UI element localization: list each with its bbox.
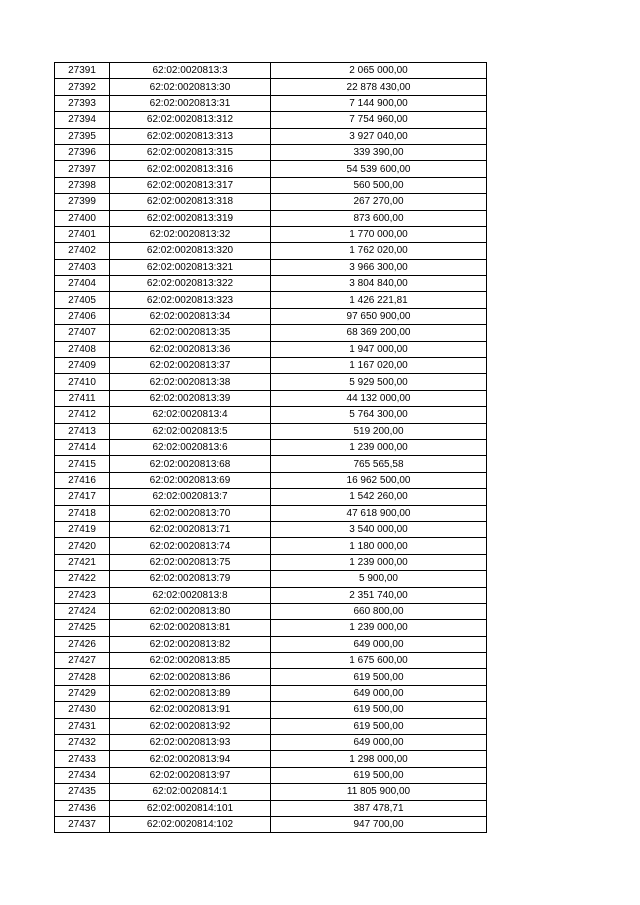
cadastral-number-cell: 62:02:0020813:319	[110, 210, 271, 226]
cadastral-number-cell: 62:02:0020813:316	[110, 161, 271, 177]
row-number-cell: 27431	[55, 718, 110, 734]
cadastral-number-cell: 62:02:0020813:74	[110, 538, 271, 554]
row-number-cell: 27403	[55, 259, 110, 275]
cadastral-number-cell: 62:02:0020813:71	[110, 521, 271, 537]
row-number-cell: 27394	[55, 112, 110, 128]
cadastral-value-cell: 7 144 900,00	[271, 95, 487, 111]
row-number-cell: 27419	[55, 521, 110, 537]
row-number-cell: 27435	[55, 784, 110, 800]
cadastral-value-cell: 619 500,00	[271, 702, 487, 718]
cadastral-number-cell: 62:02:0020813:91	[110, 702, 271, 718]
table-row	[55, 505, 487, 521]
table-row	[55, 194, 487, 210]
cadastral-number-cell: 62:02:0020813:7	[110, 489, 271, 505]
cadastral-value-cell: 1 239 000,00	[271, 439, 487, 455]
row-number-cell: 27416	[55, 472, 110, 488]
table-row	[55, 144, 487, 160]
table-row	[55, 587, 487, 603]
row-number-cell: 27430	[55, 702, 110, 718]
cadastral-value-cell: 873 600,00	[271, 210, 487, 226]
table-row	[55, 439, 487, 455]
table-row	[55, 358, 487, 374]
cadastral-number-cell: 62:02:0020813:38	[110, 374, 271, 390]
cadastral-number-cell: 62:02:0020813:93	[110, 735, 271, 751]
row-number-cell: 27426	[55, 636, 110, 652]
table-row	[55, 489, 487, 505]
table-row	[55, 325, 487, 341]
row-number-cell: 27396	[55, 144, 110, 160]
cadastral-value-cell: 649 000,00	[271, 636, 487, 652]
row-number-cell: 27398	[55, 177, 110, 193]
cadastral-value-cell: 560 500,00	[271, 177, 487, 193]
cadastral-value-cell: 1 167 020,00	[271, 358, 487, 374]
table-row	[55, 735, 487, 751]
cadastral-number-cell: 62:02:0020813:3	[110, 63, 271, 79]
cadastral-number-cell: 62:02:0020813:34	[110, 308, 271, 324]
table-row	[55, 308, 487, 324]
cadastral-number-cell: 62:02:0020813:97	[110, 767, 271, 783]
cadastral-number-cell: 62:02:0020813:8	[110, 587, 271, 603]
cadastral-number-cell: 62:02:0020813:79	[110, 571, 271, 587]
cadastral-number-cell: 62:02:0020813:36	[110, 341, 271, 357]
row-number-cell: 27402	[55, 243, 110, 259]
table-row	[55, 128, 487, 144]
row-number-cell: 27427	[55, 653, 110, 669]
table-row	[55, 521, 487, 537]
table-row	[55, 702, 487, 718]
table-row	[55, 636, 487, 652]
cadastral-number-cell: 62:02:0020813:5	[110, 423, 271, 439]
cadastral-value-cell: 68 369 200,00	[271, 325, 487, 341]
cadastral-number-cell: 62:02:0020813:39	[110, 390, 271, 406]
cadastral-value-cell: 3 540 000,00	[271, 521, 487, 537]
cadastral-value-cell: 22 878 430,00	[271, 79, 487, 95]
table-row	[55, 554, 487, 570]
cadastral-number-cell: 62:02:0020813:318	[110, 194, 271, 210]
cadastral-number-cell: 62:02:0020813:94	[110, 751, 271, 767]
cadastral-number-cell: 62:02:0020813:89	[110, 685, 271, 701]
cadastral-value-cell: 765 565,58	[271, 456, 487, 472]
row-number-cell: 27420	[55, 538, 110, 554]
cadastral-value-cell: 44 132 000,00	[271, 390, 487, 406]
cadastral-number-cell: 62:02:0020813:312	[110, 112, 271, 128]
cadastral-value-cell: 519 200,00	[271, 423, 487, 439]
cadastral-number-cell: 62:02:0020813:81	[110, 620, 271, 636]
cadastral-value-cell: 1 675 600,00	[271, 653, 487, 669]
cadastral-value-cell: 619 500,00	[271, 669, 487, 685]
cadastral-number-cell: 62:02:0020813:30	[110, 79, 271, 95]
row-number-cell: 27428	[55, 669, 110, 685]
row-number-cell: 27415	[55, 456, 110, 472]
cadastral-value-cell: 2 065 000,00	[271, 63, 487, 79]
cadastral-number-cell: 62:02:0020814:101	[110, 800, 271, 816]
cadastral-value-cell: 11 805 900,00	[271, 784, 487, 800]
cadastral-value-cell: 1 770 000,00	[271, 226, 487, 242]
cadastral-number-cell: 62:02:0020813:35	[110, 325, 271, 341]
row-number-cell: 27437	[55, 816, 110, 832]
row-number-cell: 27409	[55, 358, 110, 374]
row-number-cell: 27405	[55, 292, 110, 308]
cadastral-number-cell: 62:02:0020813:322	[110, 276, 271, 292]
table-row	[55, 816, 487, 832]
row-number-cell: 27412	[55, 407, 110, 423]
cadastral-value-cell: 1 947 000,00	[271, 341, 487, 357]
row-number-cell: 27433	[55, 751, 110, 767]
cadastral-number-cell: 62:02:0020813:320	[110, 243, 271, 259]
cadastral-number-cell: 62:02:0020813:32	[110, 226, 271, 242]
row-number-cell: 27417	[55, 489, 110, 505]
cadastral-number-cell: 62:02:0020813:317	[110, 177, 271, 193]
table-row	[55, 259, 487, 275]
cadastral-value-cell: 47 618 900,00	[271, 505, 487, 521]
row-number-cell: 27413	[55, 423, 110, 439]
cadastral-value-cell: 1 239 000,00	[271, 620, 487, 636]
cadastral-value-cell: 5 764 300,00	[271, 407, 487, 423]
row-number-cell: 27408	[55, 341, 110, 357]
cadastral-value-table	[54, 62, 487, 833]
cadastral-value-cell: 97 650 900,00	[271, 308, 487, 324]
row-number-cell: 27414	[55, 439, 110, 455]
cadastral-value-cell: 649 000,00	[271, 685, 487, 701]
table-row	[55, 751, 487, 767]
row-number-cell: 27406	[55, 308, 110, 324]
cadastral-number-cell: 62:02:0020813:82	[110, 636, 271, 652]
row-number-cell: 27425	[55, 620, 110, 636]
cadastral-value-cell: 947 700,00	[271, 816, 487, 832]
table-row	[55, 784, 487, 800]
cadastral-number-cell: 62:02:0020813:31	[110, 95, 271, 111]
table-row	[55, 767, 487, 783]
table-row	[55, 177, 487, 193]
row-number-cell: 27421	[55, 554, 110, 570]
table-row	[55, 472, 487, 488]
table-row	[55, 685, 487, 701]
row-number-cell: 27410	[55, 374, 110, 390]
table-row	[55, 456, 487, 472]
table-row	[55, 603, 487, 619]
row-number-cell: 27418	[55, 505, 110, 521]
row-number-cell: 27399	[55, 194, 110, 210]
row-number-cell: 27404	[55, 276, 110, 292]
table-row	[55, 538, 487, 554]
table-row	[55, 243, 487, 259]
cadastral-number-cell: 62:02:0020813:69	[110, 472, 271, 488]
cadastral-value-cell: 339 390,00	[271, 144, 487, 160]
table-row	[55, 653, 487, 669]
row-number-cell: 27393	[55, 95, 110, 111]
table-row	[55, 669, 487, 685]
table-row	[55, 112, 487, 128]
table-row	[55, 226, 487, 242]
cadastral-value-cell: 54 539 600,00	[271, 161, 487, 177]
cadastral-value-cell: 1 762 020,00	[271, 243, 487, 259]
cadastral-number-cell: 62:02:0020813:313	[110, 128, 271, 144]
cadastral-value-cell: 1 298 000,00	[271, 751, 487, 767]
row-number-cell: 27391	[55, 63, 110, 79]
row-number-cell: 27436	[55, 800, 110, 816]
table-body	[55, 63, 487, 833]
table-row	[55, 63, 487, 79]
table-row	[55, 374, 487, 390]
cadastral-number-cell: 62:02:0020813:68	[110, 456, 271, 472]
cadastral-value-cell: 3 927 040,00	[271, 128, 487, 144]
table-row	[55, 79, 487, 95]
cadastral-number-cell: 62:02:0020813:37	[110, 358, 271, 374]
cadastral-number-cell: 62:02:0020813:85	[110, 653, 271, 669]
row-number-cell: 27392	[55, 79, 110, 95]
cadastral-number-cell: 62:02:0020813:323	[110, 292, 271, 308]
table-row	[55, 423, 487, 439]
cadastral-value-cell: 387 478,71	[271, 800, 487, 816]
cadastral-number-cell: 62:02:0020813:321	[110, 259, 271, 275]
cadastral-value-cell: 2 351 740,00	[271, 587, 487, 603]
cadastral-value-cell: 1 239 000,00	[271, 554, 487, 570]
cadastral-number-cell: 62:02:0020813:6	[110, 439, 271, 455]
table-row	[55, 95, 487, 111]
cadastral-number-cell: 62:02:0020814:102	[110, 816, 271, 832]
cadastral-value-cell: 3 966 300,00	[271, 259, 487, 275]
table-row	[55, 407, 487, 423]
row-number-cell: 27423	[55, 587, 110, 603]
row-number-cell: 27395	[55, 128, 110, 144]
table-row	[55, 800, 487, 816]
cadastral-value-cell: 3 804 840,00	[271, 276, 487, 292]
cadastral-number-cell: 62:02:0020813:86	[110, 669, 271, 685]
row-number-cell: 27429	[55, 685, 110, 701]
cadastral-number-cell: 62:02:0020814:1	[110, 784, 271, 800]
cadastral-value-cell: 649 000,00	[271, 735, 487, 751]
table-row	[55, 276, 487, 292]
cadastral-value-cell: 1 542 260,00	[271, 489, 487, 505]
row-number-cell: 27397	[55, 161, 110, 177]
cadastral-value-cell: 7 754 960,00	[271, 112, 487, 128]
table-row	[55, 718, 487, 734]
cadastral-value-cell: 1 426 221,81	[271, 292, 487, 308]
cadastral-value-cell: 619 500,00	[271, 718, 487, 734]
cadastral-number-cell: 62:02:0020813:92	[110, 718, 271, 734]
table-row	[55, 292, 487, 308]
cadastral-value-cell: 1 180 000,00	[271, 538, 487, 554]
cadastral-number-cell: 62:02:0020813:75	[110, 554, 271, 570]
cadastral-value-cell: 619 500,00	[271, 767, 487, 783]
cadastral-value-cell: 267 270,00	[271, 194, 487, 210]
cadastral-number-cell: 62:02:0020813:80	[110, 603, 271, 619]
cadastral-value-cell: 660 800,00	[271, 603, 487, 619]
row-number-cell: 27434	[55, 767, 110, 783]
row-number-cell: 27424	[55, 603, 110, 619]
row-number-cell: 27432	[55, 735, 110, 751]
table-row	[55, 571, 487, 587]
row-number-cell: 27400	[55, 210, 110, 226]
row-number-cell: 27407	[55, 325, 110, 341]
cadastral-number-cell: 62:02:0020813:315	[110, 144, 271, 160]
row-number-cell: 27401	[55, 226, 110, 242]
table-row	[55, 341, 487, 357]
cadastral-value-cell: 5 900,00	[271, 571, 487, 587]
table-row	[55, 161, 487, 177]
row-number-cell: 27411	[55, 390, 110, 406]
table-row	[55, 210, 487, 226]
cadastral-number-cell: 62:02:0020813:4	[110, 407, 271, 423]
cadastral-value-cell: 5 929 500,00	[271, 374, 487, 390]
table-row	[55, 390, 487, 406]
table-row	[55, 620, 487, 636]
row-number-cell: 27422	[55, 571, 110, 587]
cadastral-value-cell: 16 962 500,00	[271, 472, 487, 488]
cadastral-number-cell: 62:02:0020813:70	[110, 505, 271, 521]
